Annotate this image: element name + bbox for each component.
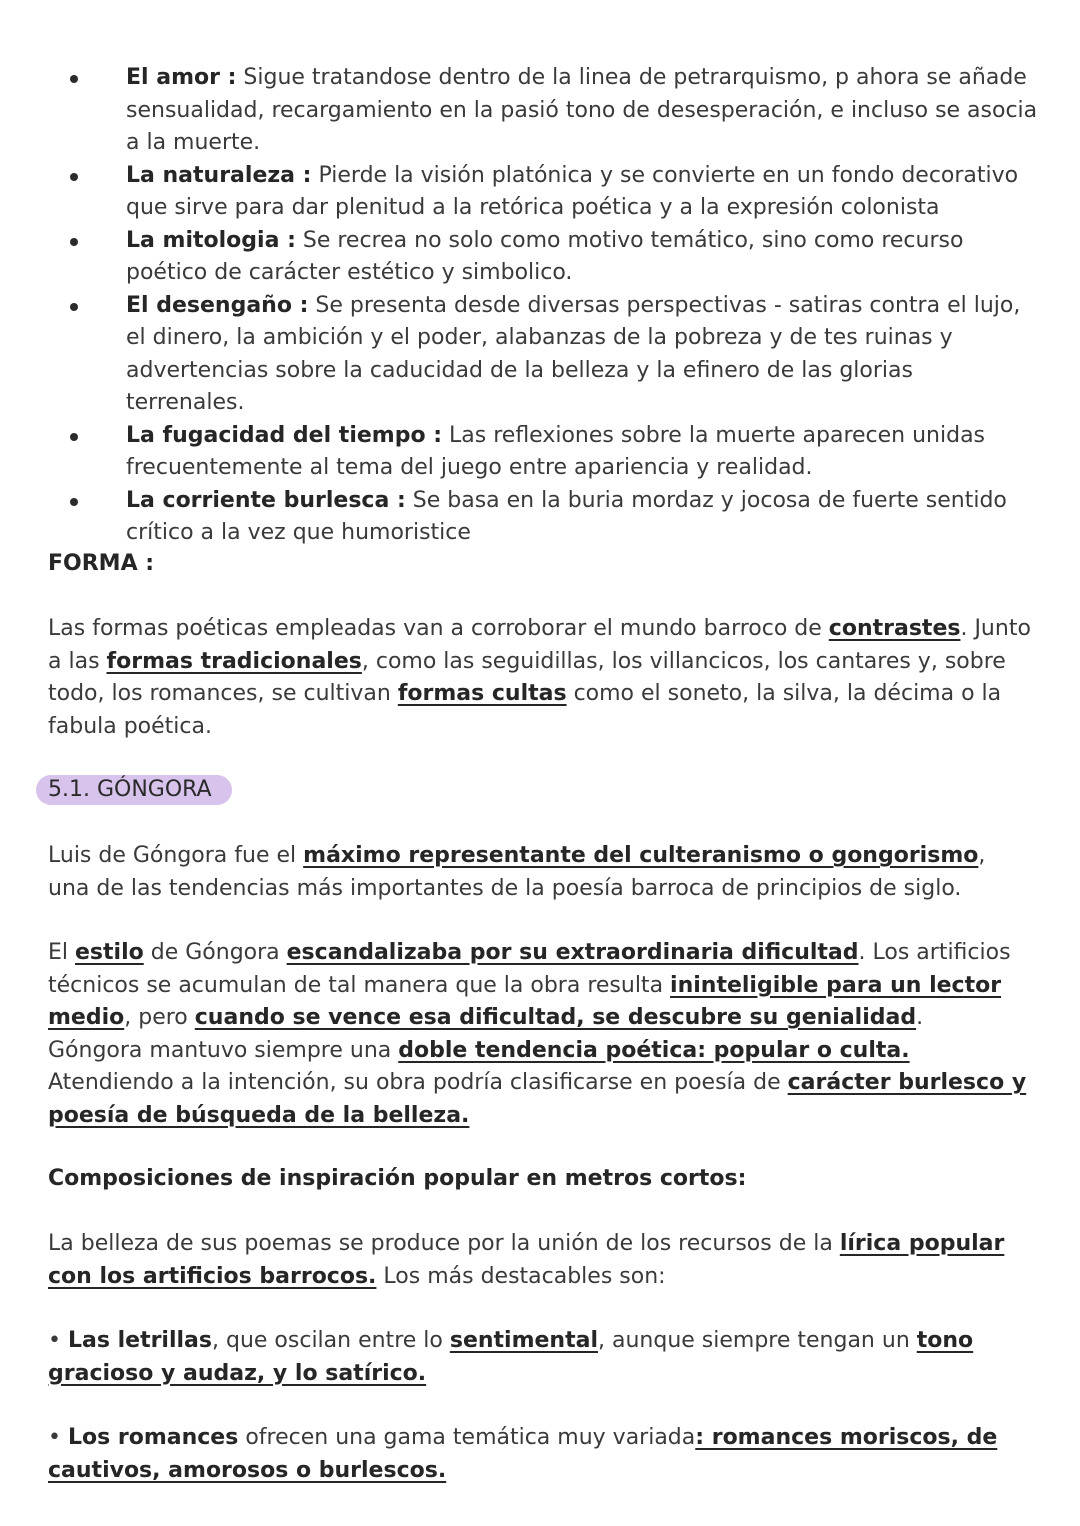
forma-paragraph: Las formas poéticas empleadas van a corroborar el mundo barroco de contrastes. Junto a las formas tradicionales, como las seguidillas, los villancicos, los cantares y, sobre todo, los romances, se cultivan formas cultas como el soneto, la silva, la décima o la fabula poética.: [48, 616, 1031, 739]
bullet-term: La mitologia :: [126, 227, 296, 253]
list-item: [48, 62, 1038, 160]
bullet-term: La fugacidad del tiempo :: [126, 422, 443, 448]
romances-paragraph: • Los romances ofrecen una gama temática muy variada: romances moriscos, de cautivos, amorosos o burlescos.: [48, 1425, 998, 1483]
bullet-term: El desengaño :: [126, 292, 309, 318]
list-item: [48, 485, 1038, 550]
estilo-paragraph: El estilo de Góngora escandalizaba por su extraordinaria dificultad. Los artificios técnicos se acumulan de tal manera que la obra resulta ininteligible para un lector medio, pero cuando se vence esa dificultad, se descubre su genialidad. Góngora mantuvo siempre una doble tendencia poética: popular o culta. Atendiendo a la intención, su obra podría clasificarse en poesía de carácter burlesco y poesía de búsqueda de la belleza.: [48, 940, 1027, 1128]
bullet-text: Se recrea no solo como motivo temático, sino como recurso poético de carácter estético y simbolico.: [126, 227, 964, 285]
section-heading-gongora: 5.1. GÓNGORA: [36, 775, 232, 805]
gongora-intro-paragraph: Luis de Góngora fue el máximo representante del culteranismo o gongorismo, una de las tendencias más importantes de la poesía barroca de principios de siglo.: [48, 843, 986, 901]
bullet-text: Las reflexiones sobre la muerte aparecen unidas frecuentemente al tema del juego entre apariencia y realidad.: [126, 422, 986, 480]
bullet-term: La corriente burlesca :: [126, 487, 406, 513]
list-item: [48, 290, 1038, 420]
bullet-text: Sigue tratandose dentro de la linea de petrarquismo, p ahora se añade sensualidad, recargamiento en la pasió tono de desesperación, e incluso se asocia a la muerte.: [126, 65, 1038, 155]
bullet-term: El amor :: [126, 65, 237, 90]
bullet-term: La naturaleza :: [126, 162, 312, 188]
bullet-text: Se presenta desde diversas perspectivas - satiras contra el lujo, el dinero, la ambición y el poder, alabanzas de la pobreza y de tes ruinas y advertencias sobre la caducidad de la belleza y la efinero de las glorias terrenales.: [126, 292, 1021, 415]
list-item: [48, 420, 1038, 485]
letrillas-paragraph: • Las letrillas, que oscilan entre lo sentimental, aunque siempre tengan un tono gracioso y audaz, y lo satírico.: [48, 1328, 974, 1386]
belleza-paragraph: La belleza de sus poemas se produce por la unión de los recursos de la lírica popular con los artificios barrocos. Los más destacables son:: [48, 1231, 1005, 1289]
popular-subheading: Composiciones de inspiración popular en metros cortos:: [48, 1166, 747, 1191]
bullet-text: Se basa en la buria mordaz y jocosa de fuerte sentido crítico a la vez que humoristice: [126, 487, 1007, 545]
bullet-text: Pierde la visión platónica y se convierte en un fondo decorativo que sirve para dar plenitud a la retórica poética y a la expresión colonista: [126, 162, 1019, 220]
forma-label: FORMA :: [48, 551, 155, 576]
themes-bullet-list: [48, 62, 1038, 550]
list-item: [48, 160, 1038, 225]
list-item: [48, 225, 1038, 290]
